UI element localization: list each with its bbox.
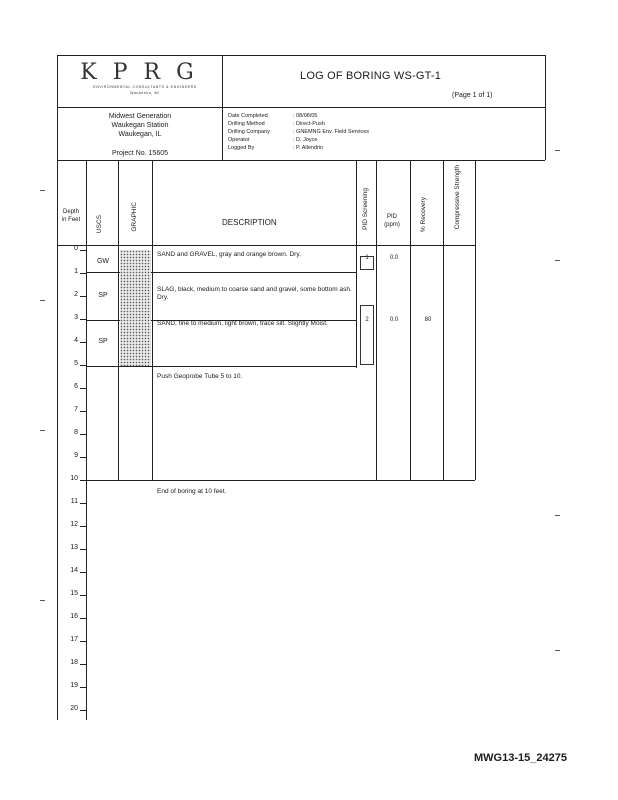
recovery-value: 80 [424,317,432,323]
depth-label: 17 [70,636,78,643]
depth-label: 7 [74,406,78,413]
detail-value: : D. Joyce [293,137,318,143]
detail-label: Drilling Company [228,129,270,135]
frame-top [57,55,545,56]
depth-tick [80,319,86,320]
depth-label: 11 [70,498,78,505]
depth-label: 5 [74,360,78,367]
depth-tick [80,641,86,642]
pid-value: 0.0 [389,254,399,261]
col-header-graphic: GRAPHIC [131,202,138,232]
col-divider-depth [86,160,87,720]
col-divider-strength [475,160,476,480]
depth-label: 12 [70,521,78,528]
depth-tick [80,549,86,550]
depth-label: 6 [74,383,78,390]
column-header-rule [57,245,475,246]
depth-label: 18 [70,659,78,666]
scan-mark [40,300,45,301]
depth-label: 10 [70,475,78,482]
scan-mark [555,650,560,651]
uscs-code: SP [98,338,108,345]
end-of-log-rule [86,480,475,481]
scan-mark [40,430,45,431]
col-divider-pid [410,160,411,480]
detail-label: Logged By [228,145,255,151]
site-name-line1: Midwest Generation [108,113,172,120]
depth-tick [80,365,86,366]
uscs-code: SP [98,292,108,299]
logo-text: KPRG [80,60,210,85]
header-rule [57,107,545,108]
col-header-description: DESCRIPTION [222,218,277,227]
detail-value: : Direct-Push [293,121,325,127]
depth-label: 13 [70,544,78,551]
scan-mark [555,260,560,261]
col-divider-recovery [443,160,444,480]
depth-tick [80,296,86,297]
depth-label: 14 [70,567,78,574]
depth-label: 19 [70,682,78,689]
depth-label: 9 [74,452,78,459]
description-text: Push Geoprobe Tube 5 to 10. [157,372,243,380]
depth-tick [80,388,86,389]
detail-label: Drilling Method [228,121,265,127]
logo-tagline: ENVIRONMENTAL CONSULTANTS & ENGINEERS [93,85,197,89]
project-number: Project No. 15605 [111,150,169,157]
depth-label: 8 [74,429,78,436]
logo [70,60,220,95]
description-text: SAND and GRAVEL, gray and orange brown. Dry. [157,251,301,258]
scan-mark [40,190,45,191]
frame-right [545,55,546,160]
site-name-line3: Waukegan, IL [118,131,162,138]
detail-value: : 08/08/05 [293,113,318,119]
depth-tick [80,526,86,527]
uscs-code: GW [96,257,110,265]
detail-value: : GNEMNG Env. Field Services [293,129,369,135]
depth-label: 3 [74,314,78,321]
description-text: SAND, fine to medium, light brown, trace silt. Slightly Moist. [157,320,328,327]
depth-tick [80,480,86,481]
details-rule [57,160,545,161]
col-divider-pid-screen [376,160,377,480]
frame-left [57,55,58,720]
depth-label: 16 [70,613,78,620]
description-text: SLAG, black, medium to coarse sand and gravel, some bottom ash. Dry. [157,285,352,301]
depth-tick [80,411,86,412]
col-header-uscs: USCS [96,215,103,234]
depth-label: 4 [74,337,78,344]
logo-location: Waukesha, WI [130,91,160,95]
depth-tick [80,618,86,619]
col-header-pid-screening: PID Screening [362,188,369,230]
detail-label: Operator [228,137,250,143]
description-text: End of boring at 10 feet. [157,487,227,495]
depth-tick [80,710,86,711]
depth-tick [80,595,86,596]
sample-number: 1 [365,254,369,261]
sample-number: 2 [365,317,369,323]
page-count: (Page 1 of 1) [452,92,493,99]
depth-tick [80,457,86,458]
col-header-strength: Compressive Strength [454,165,461,230]
depth-tick [80,273,86,274]
page-title: LOG OF BORING WS-GT-1 [300,70,442,82]
site-info [60,112,220,158]
depth-label: 1 [74,268,78,275]
sample-box [360,305,374,365]
detail-value: : P. Allendrin [293,145,324,151]
depth-tick [80,342,86,343]
depth-tick [80,687,86,688]
col-header-depth: Depth in Feet [61,209,81,223]
depth-label: 15 [70,590,78,597]
depth-tick [80,250,86,251]
document-id: MWG13-15_24275 [474,752,567,764]
col-header-pid: PID (ppm) [384,214,400,228]
detail-label: Date Completed [228,113,268,119]
site-name-line2: Waukegan Station [111,122,169,129]
scan-mark [40,600,45,601]
pid-value: 0.0 [389,317,399,323]
depth-tick [80,434,86,435]
depth-tick [80,503,86,504]
graphic-log [120,250,151,366]
depth-label: 20 [70,705,78,712]
depth-tick [80,572,86,573]
depth-tick [80,664,86,665]
depth-label: 0 [74,245,78,252]
scan-mark [555,515,560,516]
col-divider-desc [356,160,357,368]
layer-boundary [86,366,356,367]
col-header-recovery: % Recovery [420,197,427,233]
depth-label: 2 [74,291,78,298]
scan-mark [555,150,560,151]
